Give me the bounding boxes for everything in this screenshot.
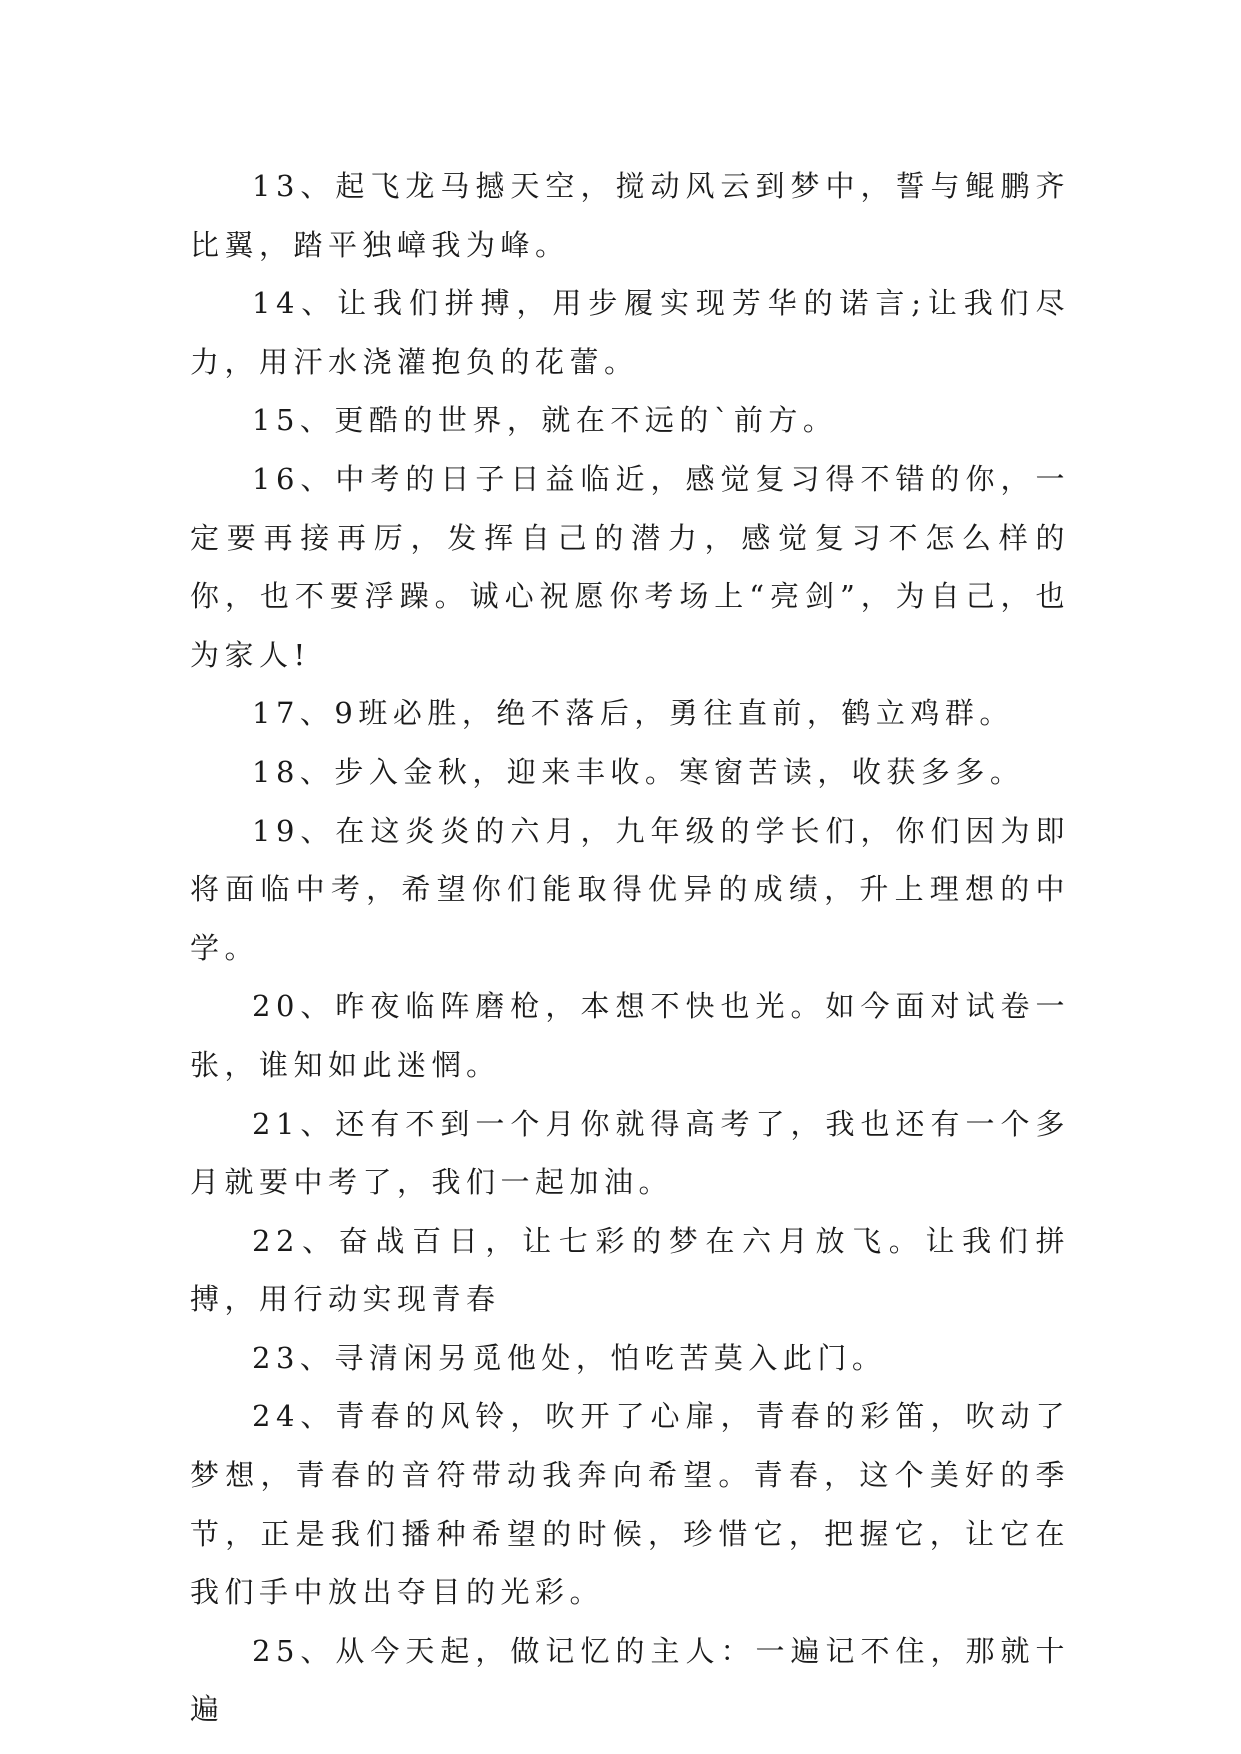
paragraph-16: 16、中考的日子日益临近，感觉复习得不错的你，一定要再接再厉，发挥自己的潜力，感觉复习不怎么样的你，也不要浮躁。诚心祝愿你考场上“亮剑”，为自己，也为家人! xyxy=(190,461,1070,672)
paragraph-13: 13、起飞龙马撼天空，搅动风云到梦中，誓与鲲鹏齐比翼，踏平独嶂我为峰。 xyxy=(190,169,1070,262)
paragraph-17: 17、9班必胜，绝不落后，勇往直前，鹤立鸡群。 xyxy=(252,696,1014,731)
paragraph-15: 15、更酷的世界，就在不远的`前方。 xyxy=(252,403,838,438)
paragraph-24: 24、青春的风铃，吹开了心扉，青春的彩笛，吹动了梦想，青春的音符带动我奔向希望。青春，这个美好的季节，正是我们播种希望的时候，珍惜它，把握它，让它在我们手中放出夺目的光彩。 xyxy=(190,1399,1070,1610)
paragraph-19: 19、在这炎炎的六月，九年级的学长们，你们因为即将面临中考，希望你们能取得优异的成绩，升上理想的中学。 xyxy=(190,813,1070,965)
paragraph-14: 14、让我们拼搏，用步履实现芳华的诺言;让我们尽力，用汗水浇灌抱负的花蕾。 xyxy=(190,286,1070,379)
paragraph-21: 21、还有不到一个月你就得高考了，我也还有一个多月就要中考了，我们一起加油。 xyxy=(190,1106,1070,1200)
paragraph-22: 22、奋战百日，让七彩的梦在六月放飞。让我们拼搏，用行动实现青春 xyxy=(190,1223,1070,1317)
paragraph-23: 23、寻清闲另觅他处，怕吃苦莫入此门。 xyxy=(252,1340,887,1375)
paragraph-20: 20、昨夜临阵磨枪，本想不快也光。如今面对试卷一张，谁知如此迷惘。 xyxy=(190,989,1070,1082)
paragraph-25: 25、从今天起，做记忆的主人：一遍记不住，那就十遍 xyxy=(190,1633,1070,1727)
paragraph-18: 18、步入金秋，迎来丰收。寒窗苦读，收获多多。 xyxy=(252,754,1025,789)
document-body xyxy=(190,157,1070,1739)
